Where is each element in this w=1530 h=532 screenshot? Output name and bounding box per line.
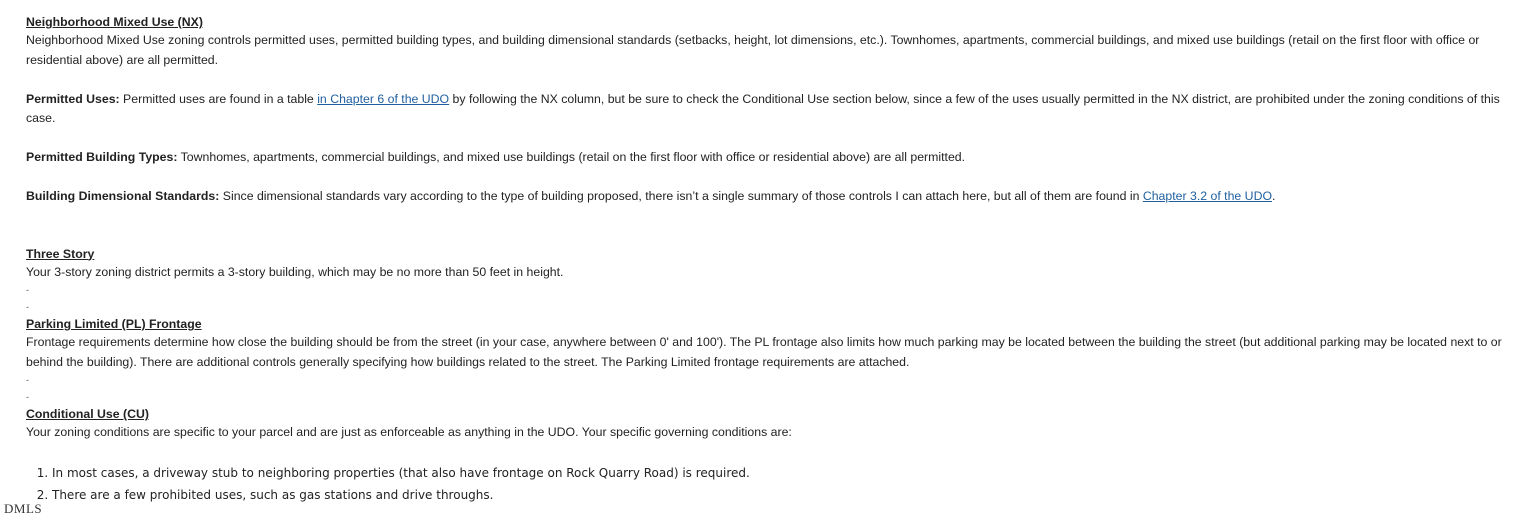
chapter-3-2-udo-link[interactable]: Chapter 3.2 of the UDO xyxy=(1142,189,1273,203)
building-types-label: Permitted Building Types: xyxy=(26,150,178,164)
separator-dash: - xyxy=(26,302,29,312)
permitted-uses-paragraph xyxy=(26,90,1522,129)
frontage-heading: Parking Limited (PL) Frontage xyxy=(26,317,202,331)
nx-heading: Neighborhood Mixed Use (NX) xyxy=(26,15,203,29)
dmls-watermark: DMLS xyxy=(4,501,43,516)
conditional-use-body: Your zoning conditions are specific to your parcel and are just as enforceable as anything in the UDO. Your specific governing conditions are: xyxy=(26,425,792,439)
permitted-uses-text-after: by following the NX column, but be sure to check the Conditional Use section below, since a few of the uses usually permitted in the NX district, are prohibited under the zoning conditions of this case. xyxy=(26,91,1500,125)
conditions-list xyxy=(26,462,1522,506)
separator-dash: - xyxy=(26,375,29,385)
three-story-body: Your 3-story zoning district permits a 3-story building, which may be no more than 50 feet in height. xyxy=(26,264,564,279)
dimensional-standards-text-after: . xyxy=(1272,189,1276,203)
chapter-6-udo-link[interactable]: in Chapter 6 of the UDO xyxy=(317,91,450,106)
permitted-uses-label: Permitted Uses: xyxy=(26,91,120,106)
dimensional-standards-paragraph xyxy=(26,187,1522,207)
list-item: 2. There are a few prohibited uses, such as gas stations and drive throughs. xyxy=(52,484,1522,506)
separator-dash: - xyxy=(26,392,29,402)
dimensional-standards-label: Building Dimensional Standards: xyxy=(26,189,220,203)
separator-dash: - xyxy=(26,285,29,295)
permitted-uses-text-before: Permitted uses are found in a table xyxy=(119,91,318,106)
conditional-use-heading: Conditional Use (CU) xyxy=(26,407,149,421)
list-item: 1. In most cases, a driveway stub to neighboring properties (that also have frontage on Rock Quarry Road) is required. xyxy=(52,462,1522,484)
document-body xyxy=(26,14,1522,506)
frontage-body: Frontage requirements determine how close the building should be from the street (in your case, anywhere between 0' and 100'). The PL frontage also limits how much parking may be located between the building the street (but additional parking may be located next to or behind the building). There are additional controls generally specifying how buildings related to the street. The Parking Limited frontage requirements are attached. xyxy=(26,335,1502,369)
three-story-heading: Three Story xyxy=(26,246,95,261)
nx-body: Neighborhood Mixed Use zoning controls permitted uses, permitted building types, and building dimensional standards (setbacks, height, lot dimensions, etc.). Townhomes, apartments, commercial buildings, and mixed use buildings (retail on the first floor with office or residential above) are all permitted. xyxy=(26,33,1480,67)
building-types-text: Townhomes, apartments, commercial buildings, and mixed use buildings (retail on the first floor with office or residential above) are all permitted. xyxy=(177,150,966,164)
dimensional-standards-text-before: Since dimensional standards vary according to the type of building proposed, there isn’t a single summary of those controls I can attach here, but all of them are found in xyxy=(219,189,1143,203)
building-types-paragraph xyxy=(26,148,1522,168)
